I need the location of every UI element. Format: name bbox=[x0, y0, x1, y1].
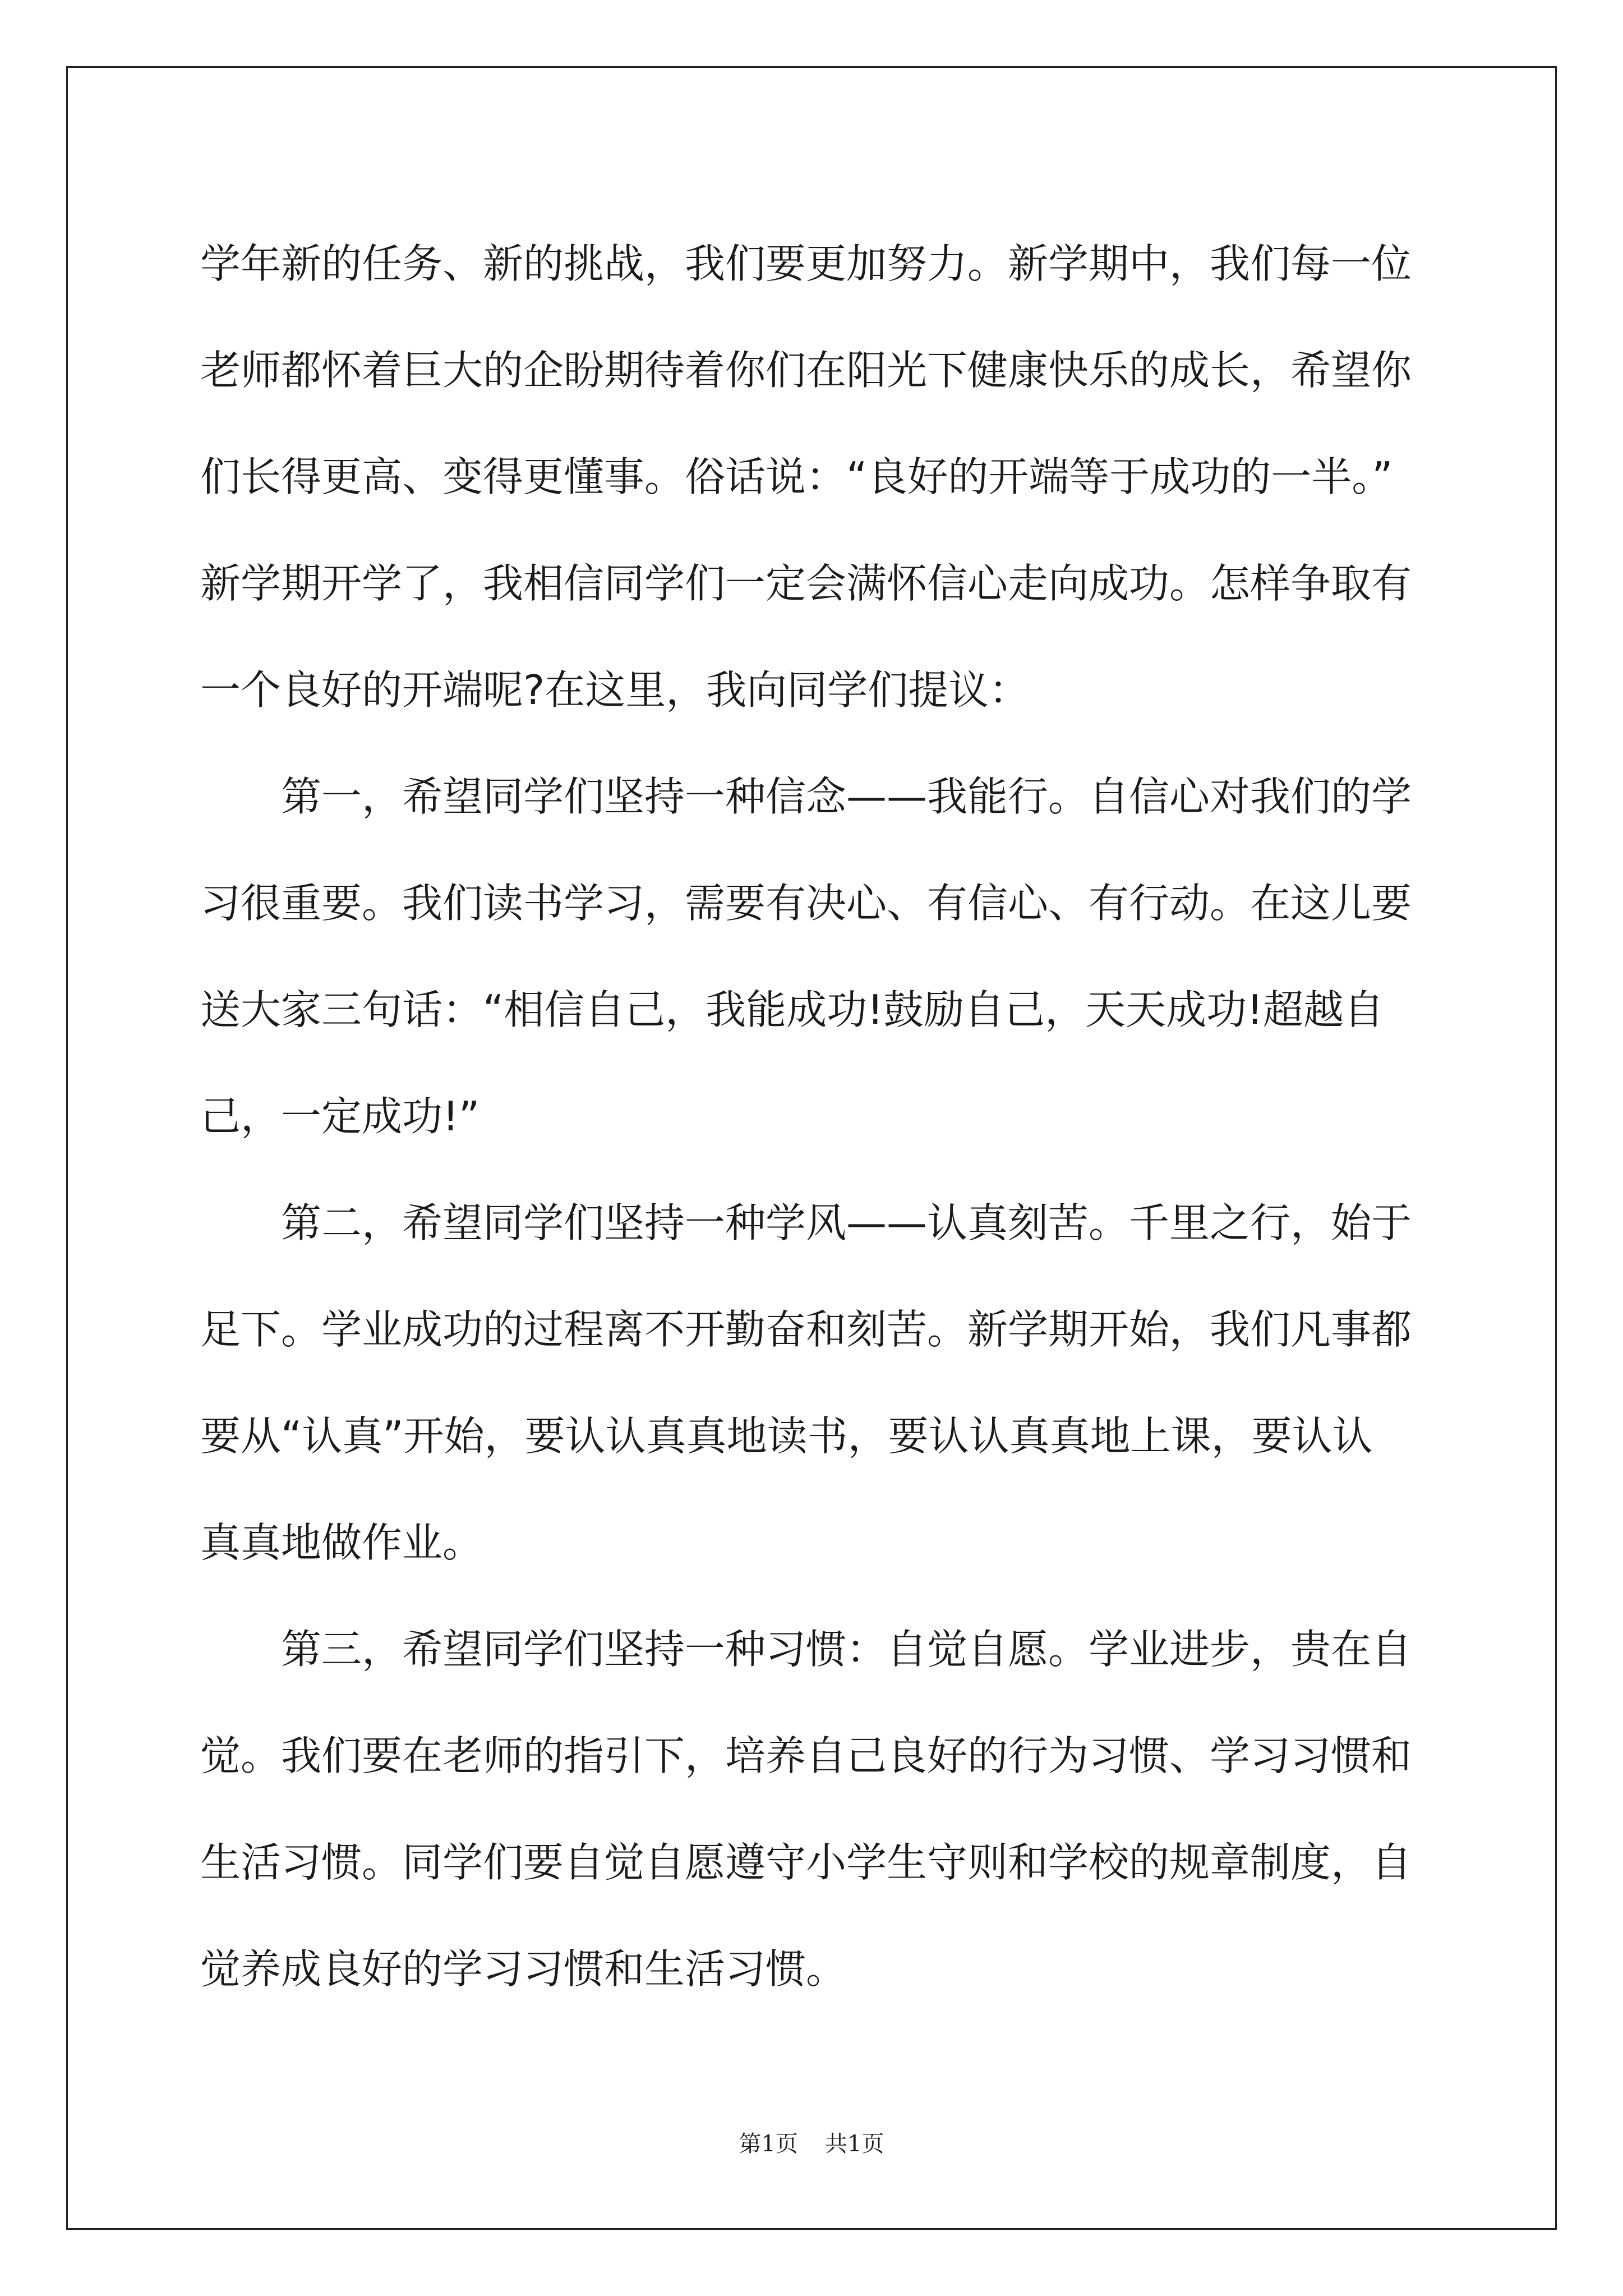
text-line: 要从“认真”开始，要认认真真地读书，要认认真真地上课，要认认 bbox=[200, 1412, 1373, 1460]
document-body bbox=[200, 210, 1423, 2022]
text-line: 觉养成良好的学习习惯和生活习惯。 bbox=[200, 1945, 847, 1993]
paragraph-first-line: 第三，希望同学们坚持一种习惯：自觉自愿。学业进步，贵在自 bbox=[281, 1626, 1412, 1673]
text-line: 新学期开学了，我相信同学们一定会满怀信心走向成功。怎样争取有 bbox=[200, 560, 1412, 607]
text-line: 生活习惯。同学们要自觉自愿遵守小学生守则和学校的规章制度，自 bbox=[200, 1839, 1412, 1886]
page-footer bbox=[0, 2126, 1623, 2158]
text-line: 真真地做作业。 bbox=[200, 1519, 483, 1566]
text-line: 觉。我们要在老师的指引下，培养自己良好的行为习惯、学习习惯和 bbox=[200, 1732, 1412, 1779]
text-line: 送大家三句话：“相信自己，我能成功!鼓励自己，天天成功!超越自 bbox=[200, 986, 1385, 1033]
page-number: 第1页 bbox=[739, 2131, 798, 2157]
text-line: 一个良好的开端呢?在这里，我向同学们提议： bbox=[200, 666, 1030, 714]
text-line: 学年新的任务、新的挑战，我们要更加努力。新学期中，我们每一位 bbox=[200, 240, 1412, 287]
text-line: 习很重要。我们读书学习，需要有决心、有信心、有行动。在这儿要 bbox=[200, 880, 1412, 927]
paragraph-first-line: 第二，希望同学们坚持一种学风——认真刻苦。千里之行，始于 bbox=[281, 1199, 1412, 1246]
text-line: 己，一定成功!” bbox=[200, 1093, 480, 1140]
paragraph-first-line: 第一，希望同学们坚持一种信念——我能行。自信心对我们的学 bbox=[281, 773, 1412, 820]
text-line: 足下。学业成功的过程离不开勤奋和刻苦。新学期开始，我们凡事都 bbox=[200, 1306, 1412, 1353]
text-line: 们长得更高、变得更懂事。俗话说：“良好的开端等于成功的一半。” bbox=[200, 453, 1393, 500]
page-count: 共1页 bbox=[825, 2131, 884, 2157]
text-line: 老师都怀着巨大的企盼期待着你们在阳光下健康快乐的成长，希望你 bbox=[200, 347, 1412, 394]
